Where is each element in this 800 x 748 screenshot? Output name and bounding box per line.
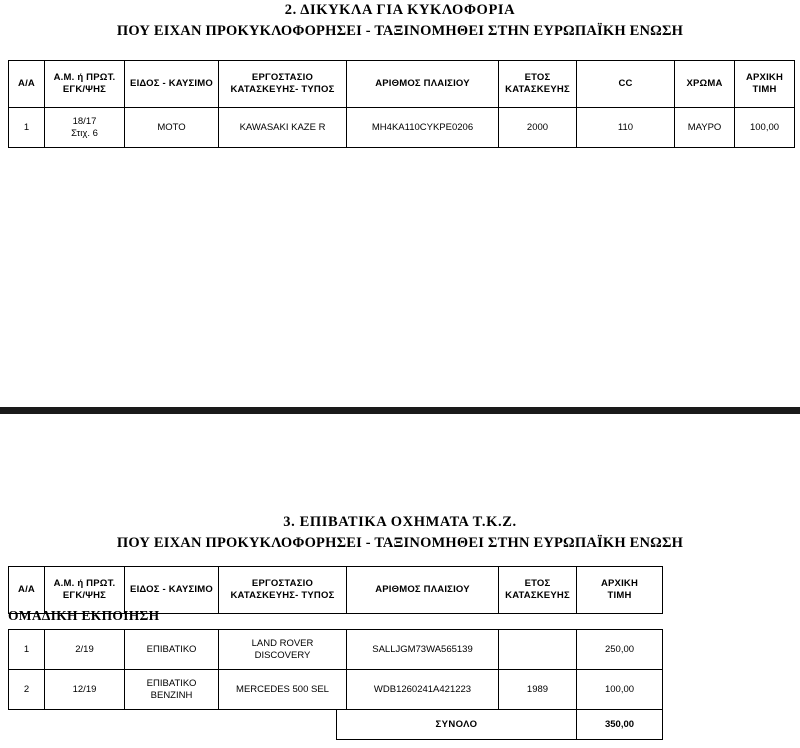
table-row: [9, 108, 795, 148]
col-header-am: [45, 567, 125, 614]
col-header-aa: Α/Α: [9, 567, 45, 614]
cell-am-line1: 18/17: [72, 115, 97, 127]
col-header-timi: [577, 567, 663, 614]
table-dikykla: [8, 60, 795, 148]
cell-eidos: ΜΟΤΟ: [125, 108, 219, 148]
col-header-ergostasio-line1: ΕΡΓΟΣΤΑΣΙΟ: [251, 72, 314, 84]
cell-am: 12/19: [45, 670, 125, 710]
total-value: 350,00: [577, 710, 663, 740]
section2-title-line1: 3. ΕΠΙΒΑΤΙΚΑ ΟΧΗΜΑΤΑ Τ.Κ.Ζ.: [283, 514, 517, 530]
table-dikykla-wrapper: [8, 60, 794, 148]
col-header-am: [45, 61, 125, 108]
col-header-etos-line1: ΕΤΟΣ: [524, 578, 551, 590]
cell-plaisio: WDB1260241A421223: [347, 670, 499, 710]
col-header-ergostasio: [219, 61, 347, 108]
table-row: [9, 630, 663, 670]
table-row: [9, 670, 663, 710]
table-total: [336, 709, 663, 740]
cell-am: 2/19: [45, 630, 125, 670]
cell-eidos: ΕΠΙΒΑΤΙΚΟ: [125, 630, 219, 670]
section1-title-line2: ΠΟΥ ΕΙΧΑΝ ΠΡΟΚΥΚΛΟΦΟΡΗΣΕΙ - ΤΑΞΙΝΟΜΗΘΕΙ ΣΤΗΝ ΕΥΡΩΠΑΪΚΗ ΕΝΩΣΗ: [116, 23, 684, 40]
cell-ergostasio-line2: DISCOVERY: [254, 649, 311, 661]
table-epivatika-header: [8, 566, 663, 614]
total-row: [337, 710, 663, 740]
cell-plaisio: SALLJGM73WA565139: [347, 630, 499, 670]
col-header-eidos: ΕΙΔΟΣ - ΚΑΥΣΙΜΟ: [125, 61, 219, 108]
col-header-timi: [735, 61, 795, 108]
cell-cc: 110: [577, 108, 675, 148]
cell-eidos-line2: ΒΕΝΖΙΝΗ: [150, 689, 193, 701]
table-header-row: [9, 61, 795, 108]
cell-etos: [499, 630, 577, 670]
section-dikykla: [0, 0, 800, 41]
col-header-ergostasio-line1: ΕΡΓΟΣΤΑΣΙΟ: [251, 578, 314, 590]
section-epivatika: [0, 512, 800, 553]
cell-eidos-line1: ΕΠΙΒΑΤΙΚΟ: [146, 677, 197, 689]
total-row-wrapper: [336, 709, 662, 740]
col-header-am-line2: ΕΓΚ/ΨΗΣ: [62, 590, 107, 601]
table-header-row: [9, 567, 663, 614]
col-header-xroma: ΧΡΩΜΑ: [675, 61, 735, 108]
section1-title-line1: 2. ΔΙΚΥΚΛΑ ΓΙΑ ΚΥΚΛΟΦΟΡΙΑ: [284, 2, 516, 18]
cell-timi: 100,00: [577, 670, 663, 710]
col-header-timi-line1: ΑΡΧΙΚΗ: [745, 72, 784, 84]
col-header-am-line1: Α.Μ. ή ΠΡΩΤ.: [53, 72, 116, 84]
group-sale-label: ΟΜΑΔΙΚΗ ΕΚΠΟΙΗΣΗ: [8, 608, 160, 623]
col-header-etos: [499, 61, 577, 108]
col-header-timi-line1: ΑΡΧΙΚΗ: [600, 578, 639, 590]
cell-aa: 2: [9, 670, 45, 710]
section2-title-line2: ΠΟΥ ΕΙΧΑΝ ΠΡΟΚΥΚΛΟΦΟΡΗΣΕΙ - ΤΑΞΙΝΟΜΗΘΕΙ ΣΤΗΝ ΕΥΡΩΠΑΪΚΗ ΕΝΩΣΗ: [116, 535, 684, 552]
cell-etos: 2000: [499, 108, 577, 148]
cell-xroma: ΜΑΥΡΟ: [675, 108, 735, 148]
cell-am-line2: Στιχ. 6: [71, 127, 98, 139]
col-header-am-line2: ΕΓΚ/ΨΗΣ: [62, 84, 107, 95]
cell-ergostasio: [219, 630, 347, 670]
cell-timi: 250,00: [577, 630, 663, 670]
col-header-ergostasio-line2: ΚΑΤΑΣΚΕΥΗΣ- ΤΥΠΟΣ: [230, 590, 335, 601]
col-header-etos-line2: ΚΑΤΑΣΚΕΥΗΣ: [505, 84, 570, 95]
col-header-ergostasio-line2: ΚΑΤΑΣΚΕΥΗΣ- ΤΥΠΟΣ: [230, 84, 335, 95]
col-header-ergostasio: [219, 567, 347, 614]
table-epivatika-header-wrapper: [8, 566, 662, 614]
cell-am: [45, 108, 125, 148]
cell-ergostasio: MERCEDES 500 SEL: [219, 670, 347, 710]
col-header-timi-line2: ΤΙΜΗ: [607, 590, 632, 601]
cell-plaisio: MH4KA110CYKPE0206: [347, 108, 499, 148]
table-epivatika-rows-wrapper: [8, 629, 662, 710]
total-label: ΣΥΝΟΛΟ: [337, 710, 577, 740]
cell-aa: 1: [9, 630, 45, 670]
col-header-plaisio: ΑΡΙΘΜΟΣ ΠΛΑΙΣΙΟΥ: [347, 61, 499, 108]
table-epivatika-rows: [8, 629, 663, 710]
col-header-am-line1: Α.Μ. ή ΠΡΩΤ.: [53, 578, 116, 590]
cell-eidos: [125, 670, 219, 710]
page-divider-bar: [0, 407, 800, 414]
cell-ergostasio-line1: LAND ROVER: [251, 637, 314, 649]
col-header-etos: [499, 567, 577, 614]
col-header-aa: Α/Α: [9, 61, 45, 108]
cell-etos: 1989: [499, 670, 577, 710]
cell-timi: 100,00: [735, 108, 795, 148]
cell-aa: 1: [9, 108, 45, 148]
col-header-eidos: ΕΙΔΟΣ - ΚΑΥΣΙΜΟ: [125, 567, 219, 614]
col-header-timi-line2: ΤΙΜΗ: [752, 84, 777, 95]
col-header-cc: CC: [577, 61, 675, 108]
col-header-plaisio: ΑΡΙΘΜΟΣ ΠΛΑΙΣΙΟΥ: [347, 567, 499, 614]
cell-ergostasio: KAWASAKI KAZE R: [219, 108, 347, 148]
col-header-etos-line1: ΕΤΟΣ: [524, 72, 551, 84]
col-header-etos-line2: ΚΑΤΑΣΚΕΥΗΣ: [505, 590, 570, 601]
